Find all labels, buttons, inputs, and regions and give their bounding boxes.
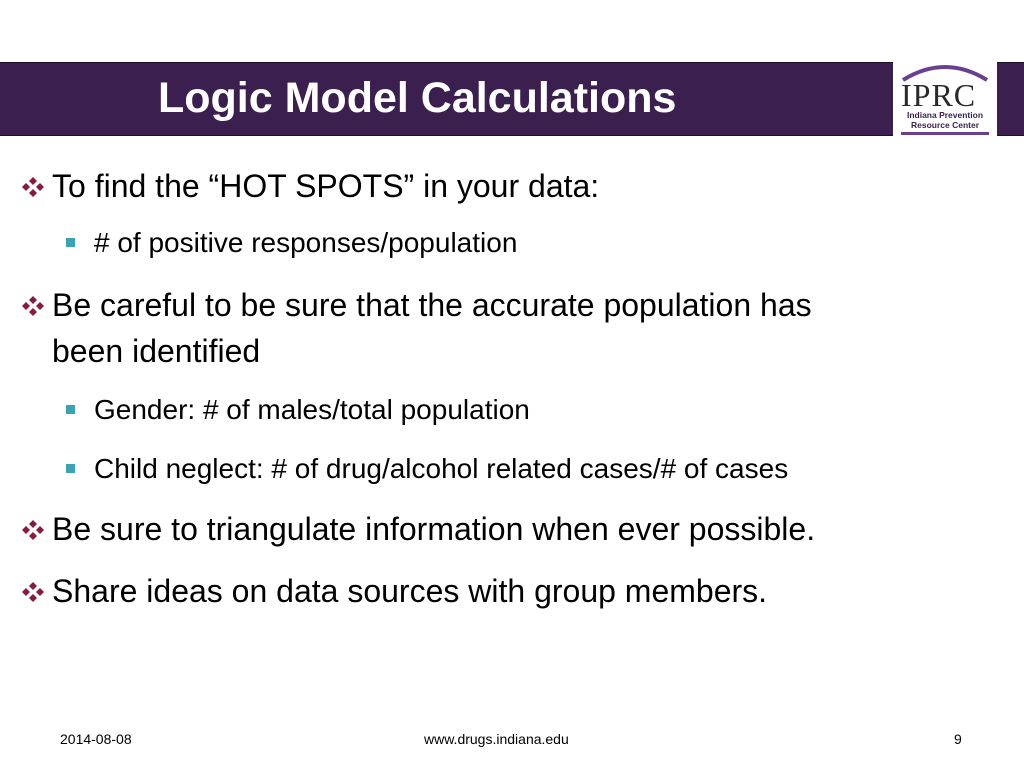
four-diamond-bullet-icon	[20, 176, 46, 198]
iprc-logo	[893, 58, 997, 138]
square-bullet-icon	[66, 238, 75, 247]
logo-subtitle	[899, 110, 991, 130]
bullet-text-line1: Be careful to be sure that the accurate population has	[52, 287, 812, 323]
four-diamond-bullet-icon	[20, 519, 46, 541]
bullet-text: Be sure to triangulate information when ever possible.	[52, 511, 816, 547]
footer-date: 2014-08-08	[60, 731, 132, 747]
logo-text: IPRC	[901, 77, 977, 113]
subbullet-text: Child neglect: # of drug/alcohol related cases/# of cases	[94, 453, 789, 484]
footer-url: www.drugs.indiana.edu	[424, 731, 569, 747]
four-diamond-bullet-icon	[20, 581, 46, 603]
bullet-text-line2: been identified	[52, 333, 261, 369]
four-diamond-bullet-icon	[20, 295, 46, 317]
logo-rule	[901, 132, 989, 135]
square-bullet-icon	[66, 464, 75, 473]
slide-title: Logic Model Calculations	[158, 74, 677, 122]
square-bullet-icon	[66, 405, 75, 414]
bullet-text: To find the “HOT SPOTS” in your data:	[52, 168, 600, 204]
bullet-text: Share ideas on data sources with group members.	[52, 573, 768, 609]
footer-page-number: 9	[954, 731, 962, 747]
subbullet-text: # of positive responses/population	[94, 227, 518, 258]
logo-subtitle-line2: Resource Center	[910, 120, 980, 130]
logo-subtitle-line1: Indiana Prevention	[906, 110, 984, 120]
subbullet-text: Gender: # of males/total population	[94, 394, 530, 425]
